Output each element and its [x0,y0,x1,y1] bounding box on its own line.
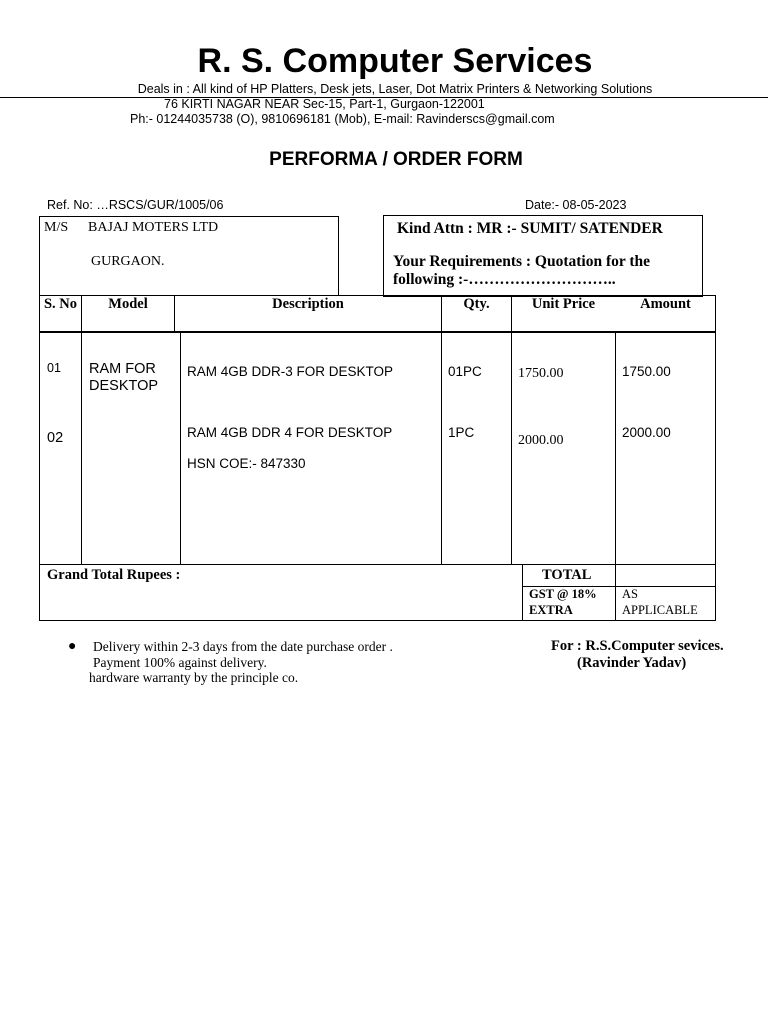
company-name: R. S. Computer Services [197,42,593,80]
gst-value: AS APPLICABLE [622,587,698,617]
row1-amount: 1750.00 [622,364,671,379]
signature-company: For : R.S.Computer sevices. [551,638,724,654]
col-divider-unit-price [615,332,616,621]
header-sno: S. No [43,296,78,312]
company-contact: Ph:- 01244035738 (O), 9810696181 (Mob), E-mail: Ravinderscs@gmail.com [130,112,555,126]
col-divider-model [180,332,181,565]
reference-number: Ref. No: …RSCS/GUR/1005/06 [47,198,224,212]
col-divider-description [441,295,442,565]
gst-label: GST @ 18% EXTRA [529,587,597,617]
header-amount: Amount [640,296,691,312]
document-date: Date:- 08-05-2023 [525,198,627,212]
table-right-border [715,295,716,621]
row2-description: RAM 4GB DDR 4 FOR DESKTOP [187,425,393,440]
customer-name: BAJAJ MOTERS LTD [88,220,219,235]
row2-unit-price: 2000.00 [518,433,564,448]
total-label: TOTAL [542,567,592,583]
payment-term: Payment 100% against delivery. [93,655,267,670]
col-divider-qty [511,295,512,565]
delivery-term: Delivery within 2-3 days from the date purchase order . [93,639,393,654]
col-divider-sno [81,295,82,565]
row2-sno: 02 [47,430,64,446]
row1-description: RAM 4GB DDR-3 FOR DESKTOP [187,364,394,379]
customer-prefix: M/S [44,220,69,235]
header-description: Description [272,296,344,312]
form-title: PERFORMA / ORDER FORM [269,149,523,170]
deals-in-line: Deals in : All kind of HP Platters, Desk jets, Laser, Dot Matrix Printers & Networking Solutions [137,82,653,96]
customer-city: GURGAON. [91,254,165,269]
company-address: 76 KIRTI NAGAR NEAR Sec-15, Part-1, Gurgaon-122001 [164,97,485,111]
requirements: Your Requirements : Quotation for the following :-……………………….. [393,253,651,288]
row1-sno: 01 [47,361,61,375]
row2-qty: 1PC [448,425,475,440]
header-qty: Qty. [463,296,490,312]
bullet-icon: ● [68,637,77,653]
header-unit-price: Unit Price [531,296,596,312]
row2-amount: 2000.00 [622,425,671,440]
kind-attention: Kind Attn : MR :- SUMIT/ SATENDER [397,220,663,237]
signatory-name: (Ravinder Yadav) [577,655,687,671]
row1-qty: 01PC [448,364,482,379]
table-left-border [39,295,40,621]
grand-total-label: Grand Total Rupees : [47,567,181,583]
row1-model: RAM FOR DESKTOP [89,361,159,394]
header-model: Model [108,296,148,312]
warranty-term: hardware warranty by the principle co. [89,670,299,685]
total-block-left-border [522,565,523,621]
row1-unit-price: 1750.00 [518,366,564,381]
row2-hsn: HSN COE:- 847330 [187,456,306,471]
